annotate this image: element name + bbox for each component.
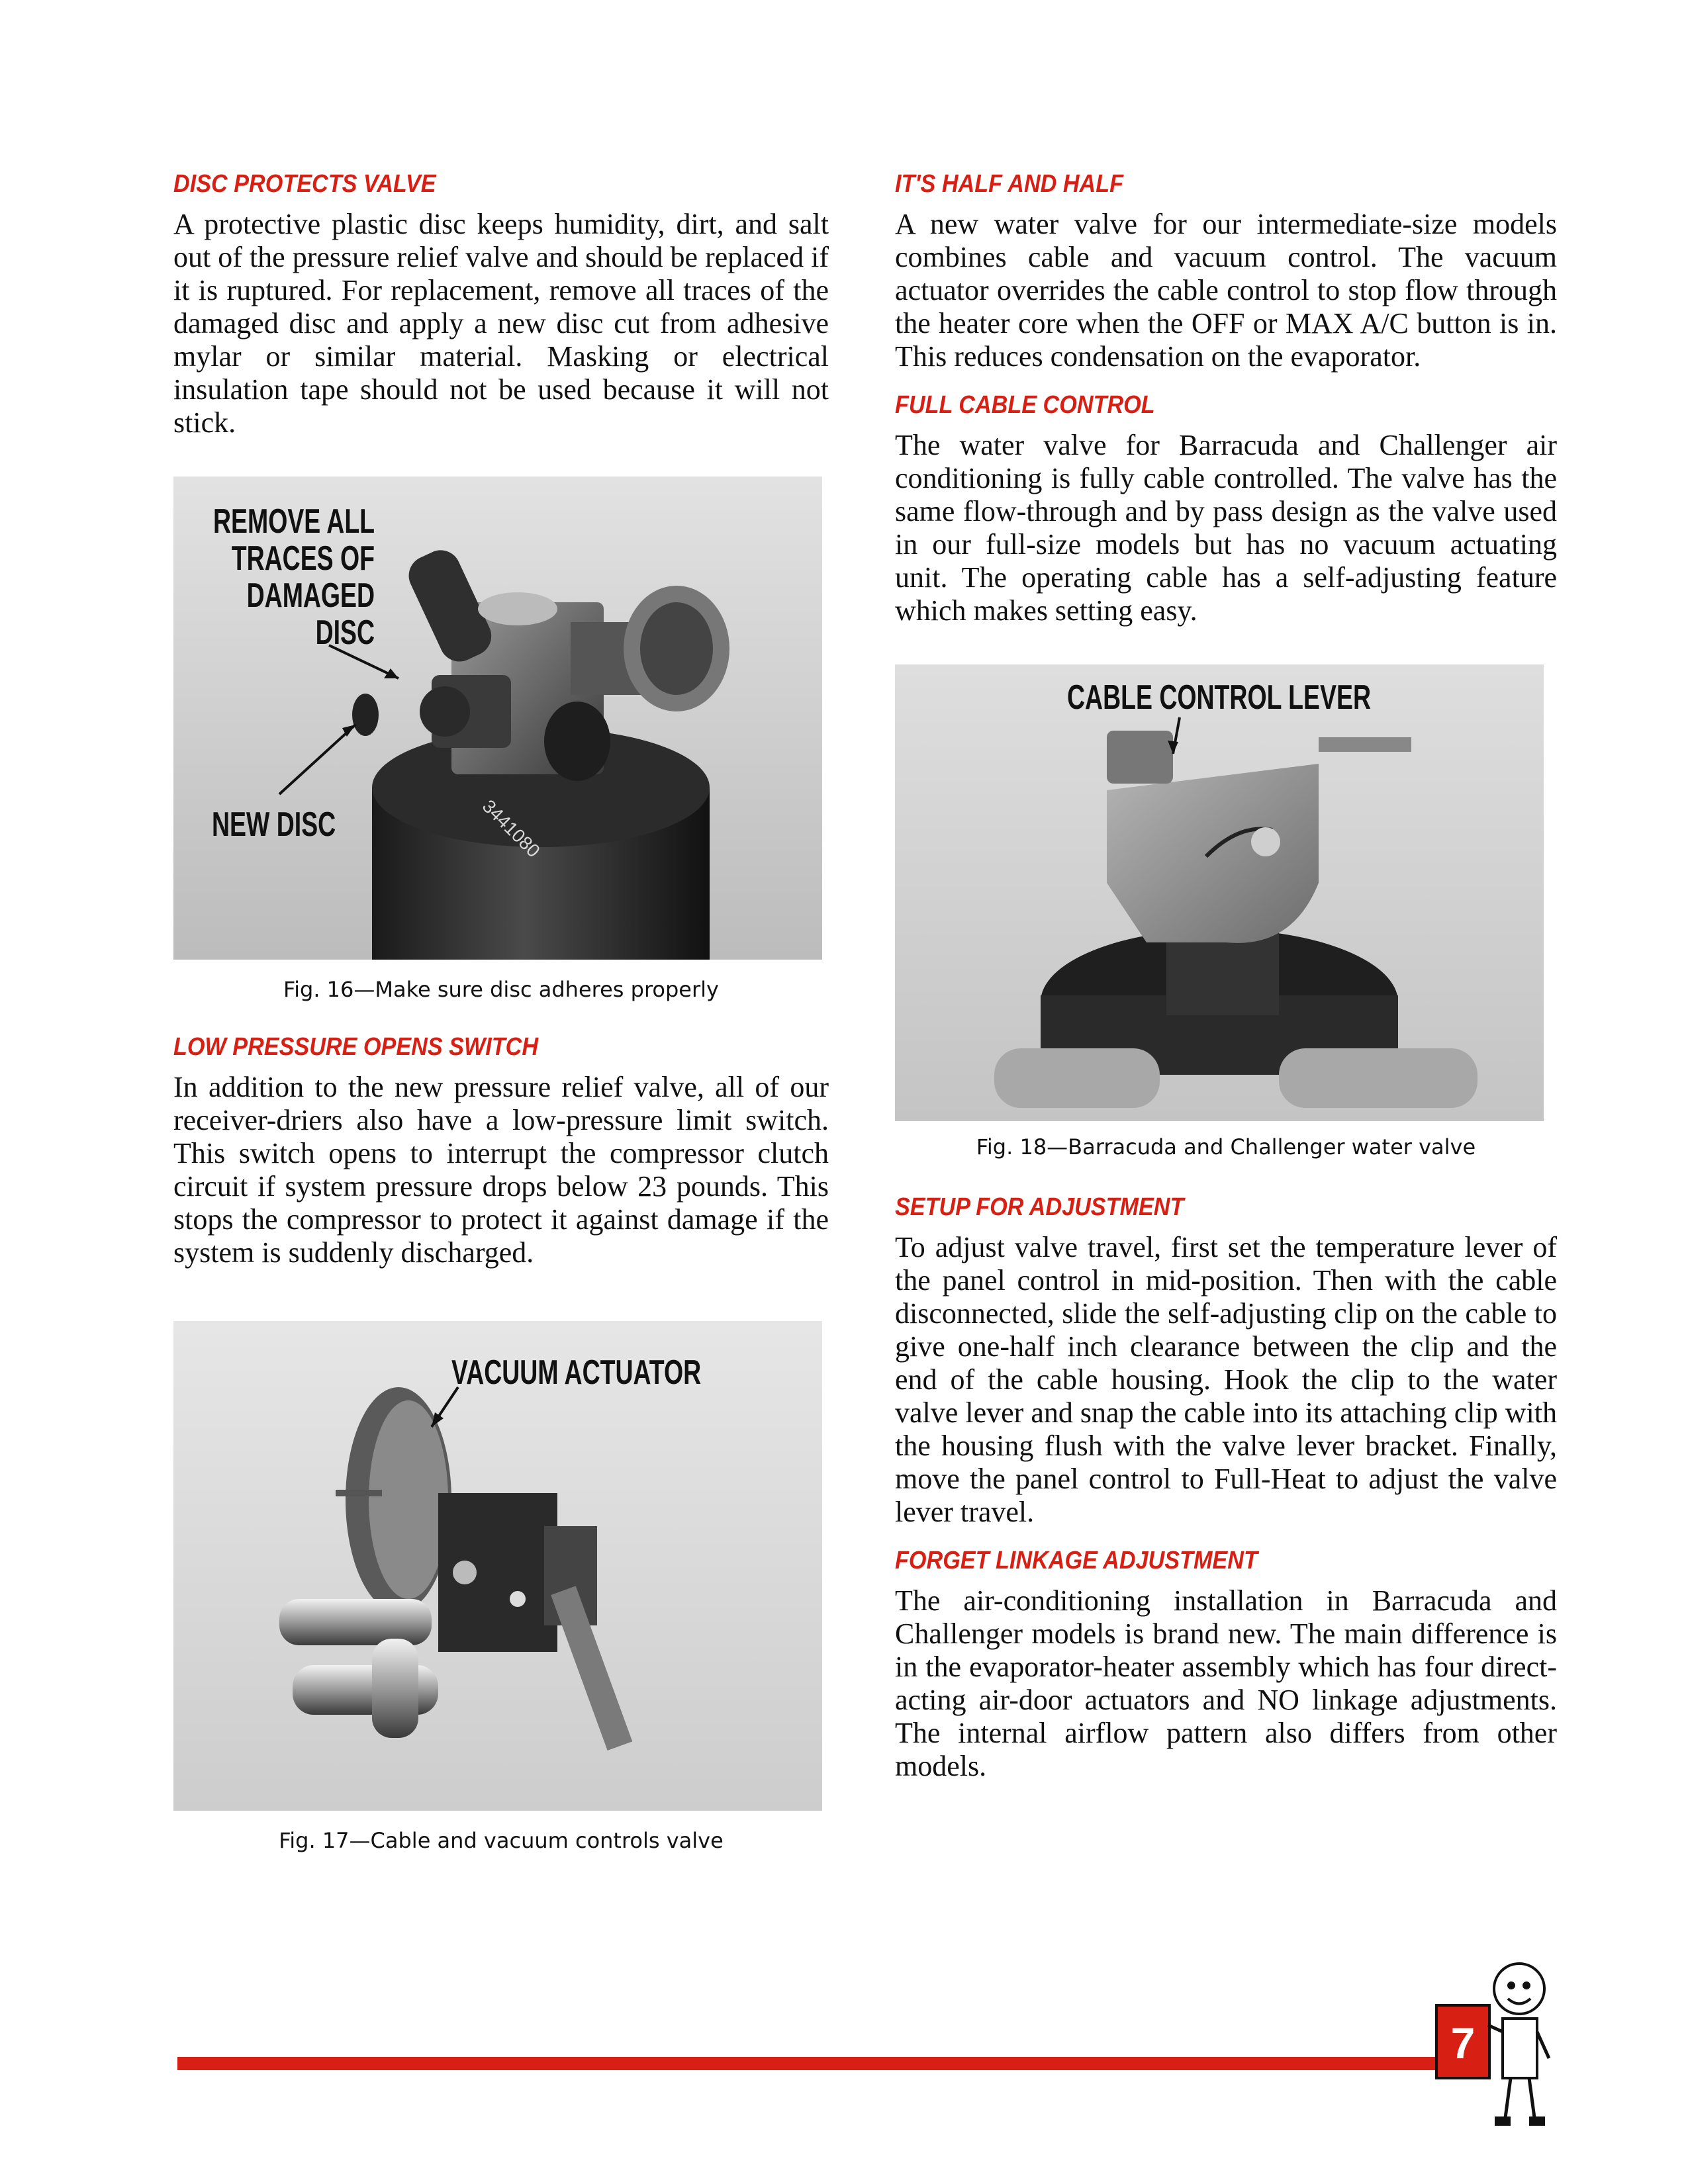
page-number: 7 [1450,2019,1476,2068]
section-text-forget-linkage-adjustment: The air-conditioning installation in Barracuda and Challenger models is brand new. The main difference is in the evaporator-heater assembly which has four direct-acting air-door actuators and NO linkage adjustments. The internal airflow pattern also differs from other models. [895,1584,1557,1782]
section-heading-its-half-and-half: IT'S HALF AND HALF [895,170,1124,198]
figure-18 [895,664,1557,1160]
remove-all-traces-label: REMOVE ALL TRACES OF DAMAGED DISC [213,502,375,652]
new-disc-label: NEW DISC [212,805,336,844]
left-column [173,171,829,1853]
figure-18-photo [895,664,1544,1121]
footer-rule [177,2057,1443,2070]
figure-16-caption: Fig. 16—Make sure disc adheres properly [283,977,719,1002]
mascot-icon [1430,1959,1562,2131]
figure-16-photo [173,477,822,960]
vacuum-actuator-label: VACUUM ACTUATOR [451,1353,702,1392]
figure-18-caption: Fig. 18—Barracuda and Challenger water valve [976,1134,1476,1160]
section-heading-disc-protects-valve: DISC PROTECTS VALVE [173,170,436,198]
figure-17-photo [173,1321,822,1811]
section-text-full-cable-control: The water valve for Barracuda and Challenger air conditioning is fully cable controlled. The valve has the same flow-through and by pass design as the valve used in our full-size models but has no vacuum actuating unit. The operating cable has a self-adjusting feature which makes setting easy. [895,429,1557,627]
section-heading-setup-for-adjustment: SETUP FOR ADJUSTMENT [895,1193,1184,1221]
section-text-its-half-and-half: A new water valve for our intermediate-size models combines cable and vacuum control. The vacuum actuator overrides the cable control to stop flow through the heater core when the OFF or MAX A/C button is in. This reduces condensation on the evaporator. [895,208,1557,373]
section-text-low-pressure-opens-switch: In addition to the new pressure relief valve, all of our receiver-driers also have a low-pressure limit switch. This switch opens to interrupt the compressor clutch circuit if system pressure drops below 23 pounds. This stops the compressor to protect it against damage if the system is suddenly discharged. [173,1071,829,1269]
part-number-stamp: 3441080 [478,796,544,862]
figure-17-caption: Fig. 17—Cable and vacuum controls valve [279,1828,724,1853]
water-valve-vacuum-illustration [173,1321,822,1811]
section-text-disc-protects-valve: A protective plastic disc keeps humidity, dirt, and salt out of the pressure relief valve and should be replaced if it is ruptured. For replacement, remove all traces of the damaged disc and apply a new disc cut from adhesive mylar or similar material. Masking or electrical insulation tape should not be used because it will not stick. [173,208,829,439]
cable-controlled-water-valve-illustration [895,664,1544,1121]
figure-16 [173,477,829,1002]
mascot-page-number [1430,1959,1562,2134]
section-heading-forget-linkage-adjustment: FORGET LINKAGE ADJUSTMENT [895,1547,1258,1574]
figure-17 [173,1321,829,1853]
right-column [895,171,1557,1801]
section-heading-low-pressure-opens-switch: LOW PRESSURE OPENS SWITCH [173,1033,539,1061]
section-heading-full-cable-control: FULL CABLE CONTROL [895,391,1155,419]
cable-control-lever-label: CABLE CONTROL LEVER [1067,678,1372,717]
section-text-setup-for-adjustment: To adjust valve travel, first set the temperature lever of the panel control in mid-position. Then with the cable disconnected, slide the self-adjusting clip on the cable to give one-half inch clearance between the clip and the end of the cable housing. Hook the clip to the water valve lever and snap the cable into its attaching clip with the housing flush with the valve lever bracket. Finally, move the panel control to Full-Heat to adjust the valve lever travel. [895,1231,1557,1528]
